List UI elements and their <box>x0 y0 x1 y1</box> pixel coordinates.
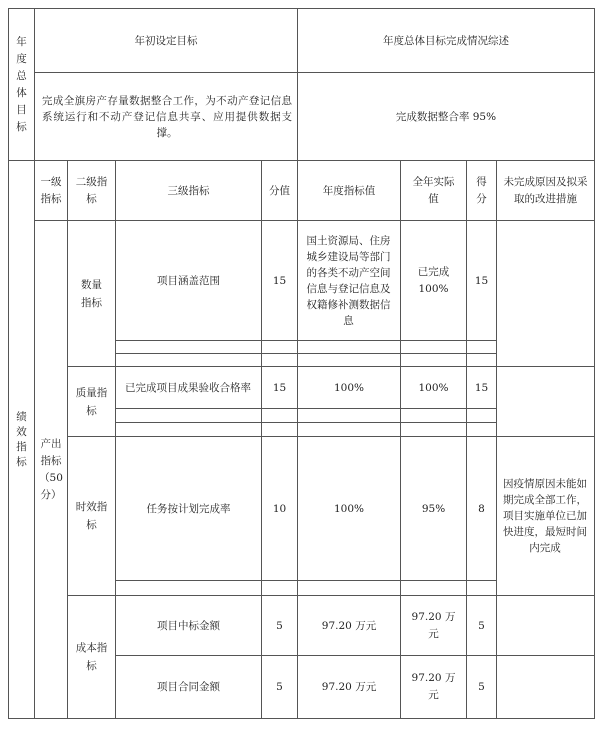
header-score-value: 分值 <box>269 184 290 197</box>
score-timeliness: 8 <box>478 502 485 515</box>
level2-quality: 质量指标 <box>75 386 108 417</box>
score-cost-contract: 5 <box>478 681 485 693</box>
level2-timeliness: 时效指标 <box>75 501 108 531</box>
performance-label <box>9 161 34 718</box>
target-cost-bid: 97.20 万元 <box>321 619 377 632</box>
score-value-quantity: 15 <box>272 274 287 287</box>
score-quantity: 15 <box>474 274 489 287</box>
score-value-cost-bid: 5 <box>276 619 283 632</box>
level3-cost-bid: 项目中标金额 <box>157 619 220 632</box>
actual-quantity: 已完成100% <box>417 265 450 295</box>
score-value-timeliness: 10 <box>272 502 287 515</box>
actual-quality: 100% <box>418 381 449 394</box>
level3-quality: 已完成项目成果验收合格率 <box>125 381 251 394</box>
initial-goal-header: 年初设定目标 <box>134 34 198 47</box>
score-value-quality: 15 <box>272 381 287 394</box>
rule <box>115 353 497 354</box>
level3-quantity: 项目涵盖范围 <box>157 274 220 287</box>
overall-goal-label-text: 年度总体目标 <box>16 35 27 133</box>
header-level2: 二级指标 <box>75 175 108 205</box>
target-timeliness: 100% <box>333 502 365 515</box>
level3-cost-contract: 项目合同金额 <box>157 681 220 693</box>
rule <box>594 8 595 719</box>
target-cost-contract: 97.20 万元 <box>321 681 377 693</box>
initial-goal-text: 完成全旗房产存量数据整合工作，为不动产登记信息系统运行和不动产登记信息共享、应用提供数据支撑。 <box>42 94 292 139</box>
level1-output-indicator: 产出指标（50分） <box>39 437 63 501</box>
level2-quantity: 数量指标 <box>81 278 102 309</box>
rule <box>115 408 497 409</box>
target-quality: 100% <box>333 381 365 394</box>
score-value-cost-contract: 5 <box>276 681 283 693</box>
actual-cost-contract: 97.20 万元 <box>411 672 456 701</box>
performance-label-text: 绩效指标 <box>16 410 27 468</box>
rule <box>115 340 497 341</box>
rule <box>8 718 594 719</box>
actual-timeliness: 95% <box>421 502 446 515</box>
header-actual: 全年实际值 <box>412 175 455 205</box>
summary-header: 年度总体目标完成情况综述 <box>383 34 509 47</box>
actual-cost-bid: 97.20 万元 <box>411 610 456 640</box>
rule <box>115 422 497 423</box>
header-score: 得分 <box>476 175 487 205</box>
overall-goal-label <box>9 9 34 160</box>
rule <box>496 160 497 719</box>
header-level1: 一级指标 <box>40 175 62 205</box>
summary-text: 完成数据整合率 95% <box>395 110 497 123</box>
header-reason: 未完成原因及拟采取的改进措施 <box>503 175 588 205</box>
level2-cost: 成本指标 <box>75 642 108 672</box>
header-target: 年度指标值 <box>322 184 376 197</box>
reason-timeliness: 因疫情原因未能如期完成全部工作，项目实施单位已加快进度，最短时间内完成 <box>503 478 587 554</box>
level3-timeliness: 任务按计划完成率 <box>146 502 231 515</box>
header-level3: 三级指标 <box>167 184 210 197</box>
rule <box>115 580 497 581</box>
score-cost-bid: 5 <box>478 619 485 632</box>
score-quality: 15 <box>474 381 489 394</box>
target-quantity: 国土资源局、住房城乡建设局等部门的各类不动产空间信息与登记信息及权籍修补测数据信息 <box>306 234 391 327</box>
